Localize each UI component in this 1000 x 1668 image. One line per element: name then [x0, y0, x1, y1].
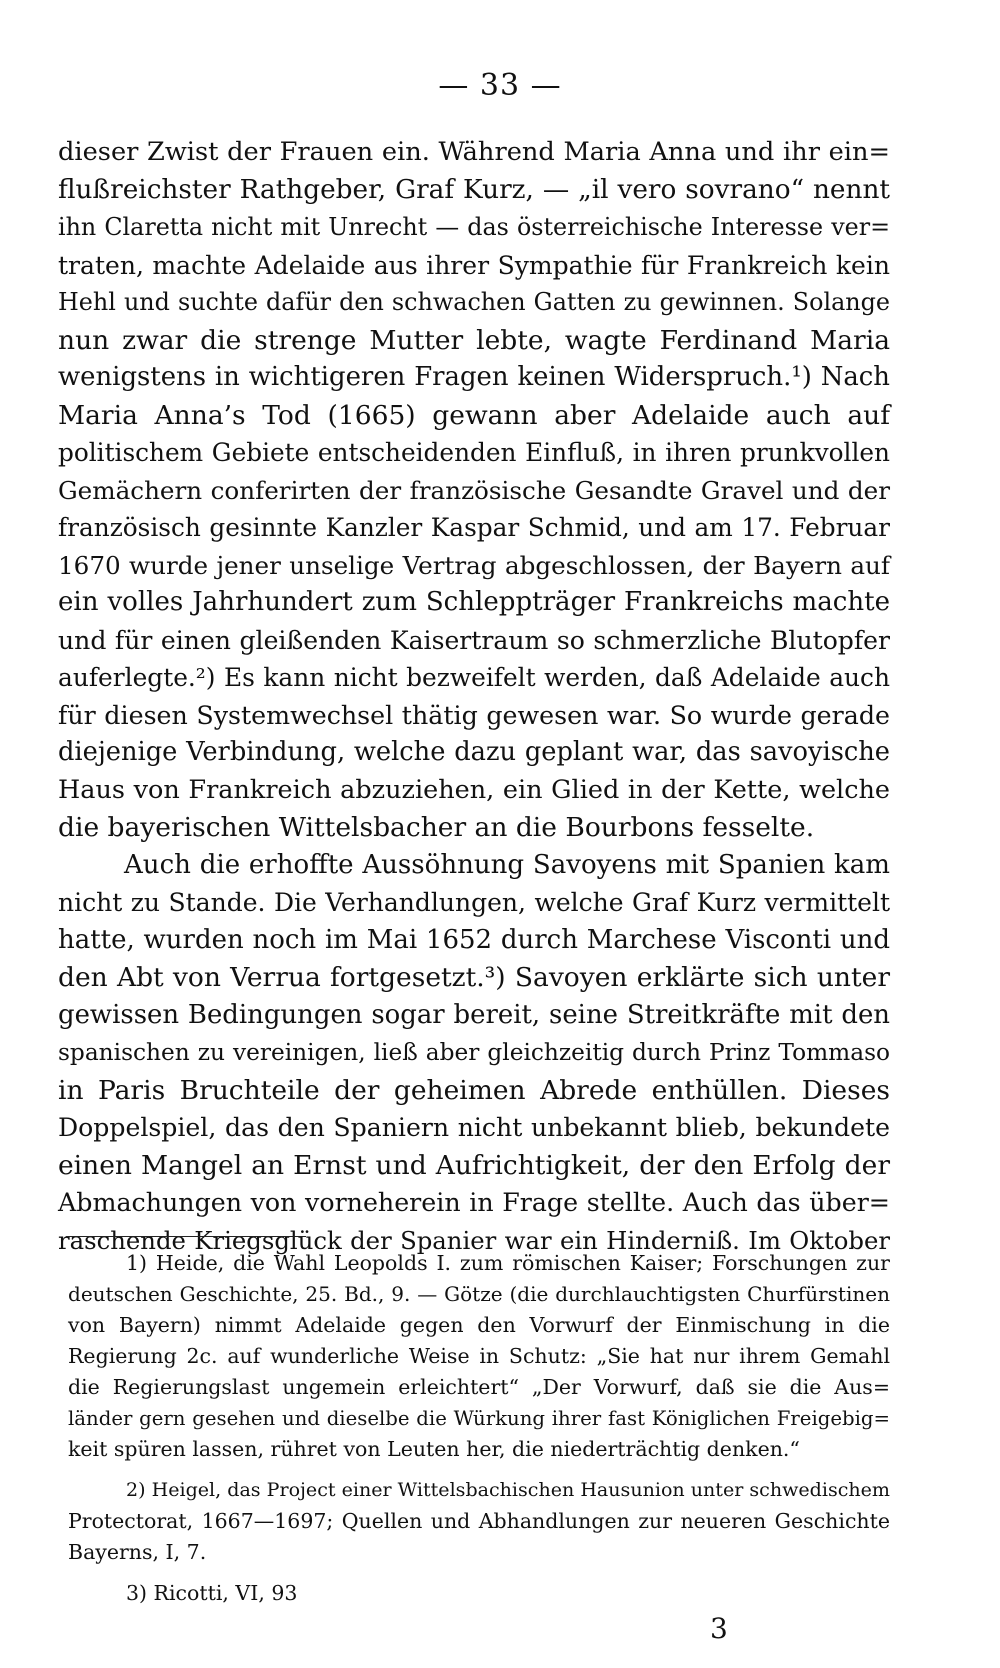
- footnote-line: Regierung 2c. auf wunderliche Weise in Schutz: „Sie hat nur ihrem Gemahl: [68, 1344, 890, 1368]
- footnote-line: keit spüren lassen, rühret von Leuten her, die niederträchtig denken.“: [68, 1437, 800, 1461]
- text-line: spanischen zu vereinigen, ließ aber gleichzeitig durch Prinz Tommaso: [58, 1039, 890, 1066]
- page-number: — 33 —: [438, 68, 562, 103]
- text-line: den Abt von Verrua fortgesetzt.³) Savoyen erklärte sich unter: [58, 962, 890, 993]
- footnote-line: 1) Heide, die Wahl Leopolds I. zum römischen Kaiser; Forschungen zur: [126, 1251, 890, 1275]
- main-text: [58, 134, 890, 1259]
- text-line: Haus von Frankreich abzuziehen, ein Glied in der Kette, welche: [58, 774, 890, 805]
- text-line: wenigstens in wichtigeren Fragen keinen Widerspruch.¹) Nach: [58, 362, 890, 392]
- text-line: Abmachungen von vorneherein in Frage stellte. Auch das über=: [58, 1188, 890, 1217]
- footnote-line: deutschen Geschichte, 25. Bd., 9. — Götze (die durchlauchtigsten Churfürstinen: [68, 1282, 890, 1306]
- text-line: für diesen Systemwechsel thätig gewesen war. So wurde gerade: [58, 700, 890, 730]
- text-line: auferlegte.²) Es kann nicht bezweifelt werden, daß Adelaide auch: [58, 663, 890, 692]
- footnote-line: von Bayern) nimmt Adelaide gegen den Vorwurf der Einmischung in die: [68, 1313, 890, 1337]
- text-line: hatte, wurden noch im Mai 1652 durch Marchese Visconti und: [58, 924, 890, 955]
- text-line: raschende Kriegsglück der Spanier war ein Hinderniß. Im Oktober: [58, 1225, 890, 1255]
- text-line: traten, machte Adelaide aus ihrer Sympathie für Frankreich kein: [58, 250, 890, 280]
- text-line: diejenige Verbindung, welche dazu geplant war, das savoyische: [58, 737, 890, 767]
- signature-mark: 3: [710, 1612, 728, 1645]
- text-line: ihn Claretta nicht mit Unrecht — das österreichische Interesse ver=: [58, 213, 890, 241]
- footnote-2: [68, 1475, 890, 1568]
- text-line: Gemächern conferirten der französische Gesandte Gravel und der: [58, 475, 890, 505]
- text-line: gewissen Bedingungen sogar bereit, seine Streitkräfte mit den: [58, 999, 890, 1030]
- text-line: Hehl und suchte dafür den schwachen Gatten zu gewinnen. Solange: [58, 288, 890, 316]
- text-line: 1670 wurde jener unselige Vertrag abgeschlossen, der Bayern auf: [58, 550, 890, 580]
- text-line: dieser Zwist der Frauen ein. Während Maria Anna und ihr ein=: [58, 137, 890, 167]
- text-line: Maria Anna’s Tod (1665) gewann aber Adelaide auch auf: [58, 399, 890, 431]
- footnote-divider: [66, 1236, 306, 1237]
- footnote-line: 3) Ricotti, VI, 93: [126, 1581, 298, 1605]
- text-line: einen Mangel an Ernst und Aufrichtigkeit, der den Erfolg der: [58, 1149, 890, 1181]
- footnotes: [68, 1248, 890, 1619]
- footnote-line: länder gern gesehen und dieselbe die Würkung ihrer fast Königlichen Freigebig=: [68, 1407, 890, 1430]
- footnote-line: 2) Heigel, das Project einer Wittelsbachischen Hausunion unter schwedischem: [126, 1479, 890, 1501]
- text-line: die bayerischen Wittelsbacher an die Bourbons fesselte.: [58, 812, 815, 843]
- text-line: französisch gesinnte Kanzler Kaspar Schmid, und am 17. Februar: [58, 513, 890, 542]
- text-line: Doppelspiel, das den Spaniern nicht unbekannt blieb, bekundete: [58, 1113, 890, 1142]
- text-line: flußreichster Rathgeber, Graf Kurz, — „il vero sovrano“ nennt: [58, 174, 890, 205]
- text-line: und für einen gleißenden Kaisertraum so schmerzliche Blutopfer: [58, 625, 890, 655]
- text-line: nun zwar die strenge Mutter lebte, wagte Ferdinand Maria: [58, 324, 890, 356]
- footnote-line: die Regierungslast ungemein erleichtert“ „Der Vorwurf, daß sie die Aus=: [68, 1375, 890, 1399]
- text-line: nicht zu Stande. Die Verhandlungen, welche Graf Kurz vermittelt: [58, 888, 890, 917]
- footnote-3: [68, 1578, 890, 1609]
- footnote-line: Bayerns, I, 7.: [68, 1540, 207, 1564]
- text-line: ein volles Jahrhundert zum Schleppträger Frankreichs machte: [58, 587, 890, 617]
- footnote-1: [68, 1248, 890, 1465]
- text-line: Auch die erhoffte Aussöhnung Savoyens mit Spanien kam: [124, 849, 890, 880]
- footnote-line: Protectorat, 1667—1697; Quellen und Abhandlungen zur neueren Geschichte: [68, 1509, 890, 1533]
- text-line: in Paris Bruchteile der geheimen Abrede enthüllen. Dieses: [58, 1074, 890, 1106]
- text-line: politischem Gebiete entscheidenden Einfluß, in ihren prunkvollen: [58, 438, 890, 467]
